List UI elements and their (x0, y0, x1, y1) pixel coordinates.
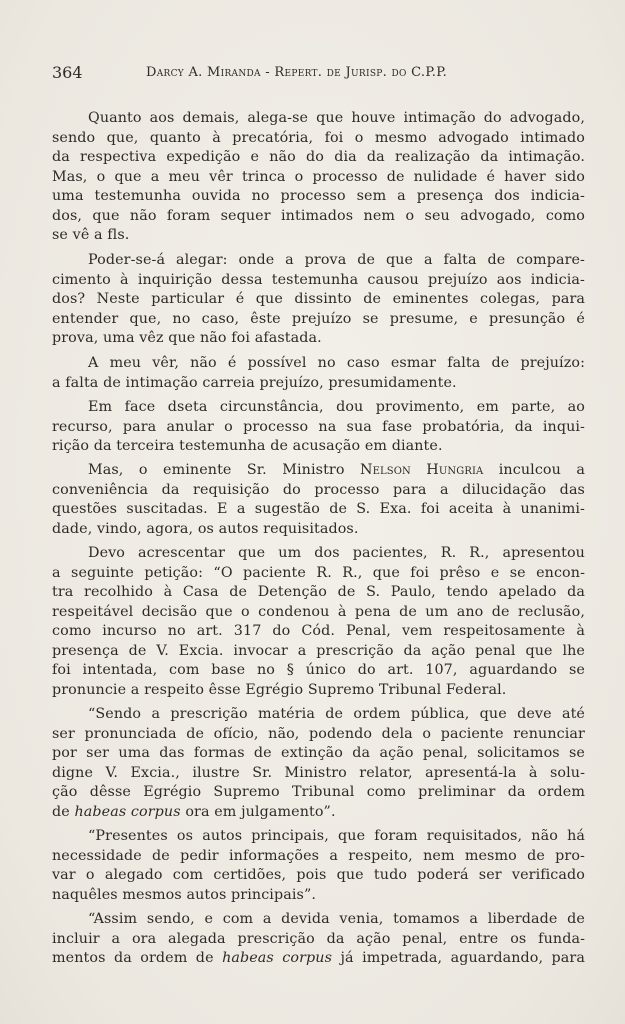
text-line: uma testemunha ouvida no processo sem a presença dos indicia- (52, 188, 585, 205)
text-line: da respectiva expedição e não do dia da realização da intimação. (52, 149, 585, 166)
text-line: presença de V. Excia. invocar a prescrição da ação penal que lhe (52, 642, 585, 659)
text-line: respeitável decisão que o condenou à pena de um ano de reclusão, (52, 603, 585, 620)
text-line: dos, que não foram sequer intimados nem o seu advogado, como (52, 207, 585, 224)
text-line: como incurso no art. 317 do Cód. Penal, vem respeitosamente à (52, 623, 585, 640)
text-line: ção dêsse Egrégio Supremo Tribunal como preliminar da ordem (52, 784, 585, 801)
text-line: se vê a fls. (52, 227, 130, 244)
text-segment: mentos da ordem de (52, 950, 223, 967)
text-line: conveniência da requisição do processo para a dilucidação das (52, 481, 585, 498)
text-line: necessidade de pedir informações a respeito, nem mesmo de pro- (52, 847, 585, 864)
text-line (52, 948, 585, 968)
text-line: dade, vindo, agora, os autos requisitados. (52, 520, 359, 537)
text-line: var o alegado com certidões, pois que tudo poderá ser verificado (52, 867, 585, 884)
text-segment: de (52, 803, 75, 820)
text-line: incluir a ora alegada prescrição da ação penal, entre os funda- (52, 930, 585, 947)
text-line: ser pronunciada de ofício, não, podendo dela o paciente renunciar (52, 725, 585, 742)
text-line: Devo acrescentar que um dos pacientes, R. R., apresentou (88, 545, 585, 561)
text-line: cimento à inquirição dessa testemunha causou prejuízo aos indicia- (52, 271, 585, 288)
text-line: rição da terceira testemunha de acusação em diante. (52, 438, 443, 455)
text-line (52, 460, 585, 480)
text-segment: já impetrada, aguardando, para (332, 950, 585, 967)
text-line: por ser uma das formas de extinção da ação penal, solicitamos se (52, 745, 585, 762)
text-line: Em face dseta circunstância, dou provimento, em parte, ao (88, 399, 585, 415)
text-line: “Presentes os autos principais, que foram requisitados, não há (88, 828, 585, 844)
text-line: a falta de intimação carreia prejuízo, presumidamente. (52, 374, 457, 391)
running-header: Darcy A. Miranda - Repert. de Jurisp. do C.P.P. (146, 65, 448, 80)
text-line: Quanto aos demais, alega-se que houve intimação do advogado, (88, 110, 585, 126)
text-line: recurso, para anular o processo na sua fase probatória, da inqui- (52, 418, 585, 435)
text-line: questões suscitadas. E a sugestão de S. Exa. foi aceita à unanimi- (52, 501, 585, 518)
text-line: tra recolhido à Casa de Detenção de S. Paulo, tendo apelado da (52, 584, 585, 601)
italic-text: habeas corpus (74, 803, 181, 820)
italic-text: habeas corpus (222, 950, 333, 967)
text-line: Mas, o que a meu vêr trinca o processo de nulidade é haver sido (52, 168, 585, 185)
text-line: digne V. Excia., ilustre Sr. Ministro relator, apresentá-la à solu- (52, 764, 585, 781)
text-line: dos? Neste particular é que dissinto de eminentes colegas, para (52, 291, 585, 308)
text-segment: inculcou a (483, 462, 586, 478)
text-line (52, 802, 585, 822)
text-segment: Mas, o eminente Sr. Ministro (88, 462, 360, 478)
text-line: naquêles mesmos autos principais”. (52, 886, 317, 903)
text-segment: ora em julgamento”. (180, 803, 336, 820)
text-line: “Assim sendo, e com a devida venia, tomamos a liberdade de (88, 911, 585, 927)
text-line: entender que, no caso, êste prejuízo se presume, e presunção é (52, 310, 585, 327)
text-line: “Sendo a prescrição matéria de ordem pública, que deve até (88, 706, 585, 722)
text-line: foi intentada, com base no § único do art. 107, aguardando se (52, 662, 585, 679)
text-line: a seguinte petição: “O paciente R. R., que foi prêso e se encon- (52, 564, 585, 581)
text-line: pronuncie a respeito êsse Egrégio Supremo Tribunal Federal. (52, 681, 507, 698)
text-line: A meu vêr, não é possível no caso esmar falta de prejuízo: (88, 355, 585, 371)
text-line: prova, uma vêz que não foi afastada. (52, 330, 322, 347)
page-number: 364 (52, 63, 83, 82)
small-caps-name: Nelson Hungria (360, 462, 484, 478)
text-line: Poder-se-á alegar: onde a prova de que a falta de compare- (88, 252, 585, 268)
text-line: sendo que, quanto à precatória, foi o mesmo advogado intimado (52, 129, 585, 146)
